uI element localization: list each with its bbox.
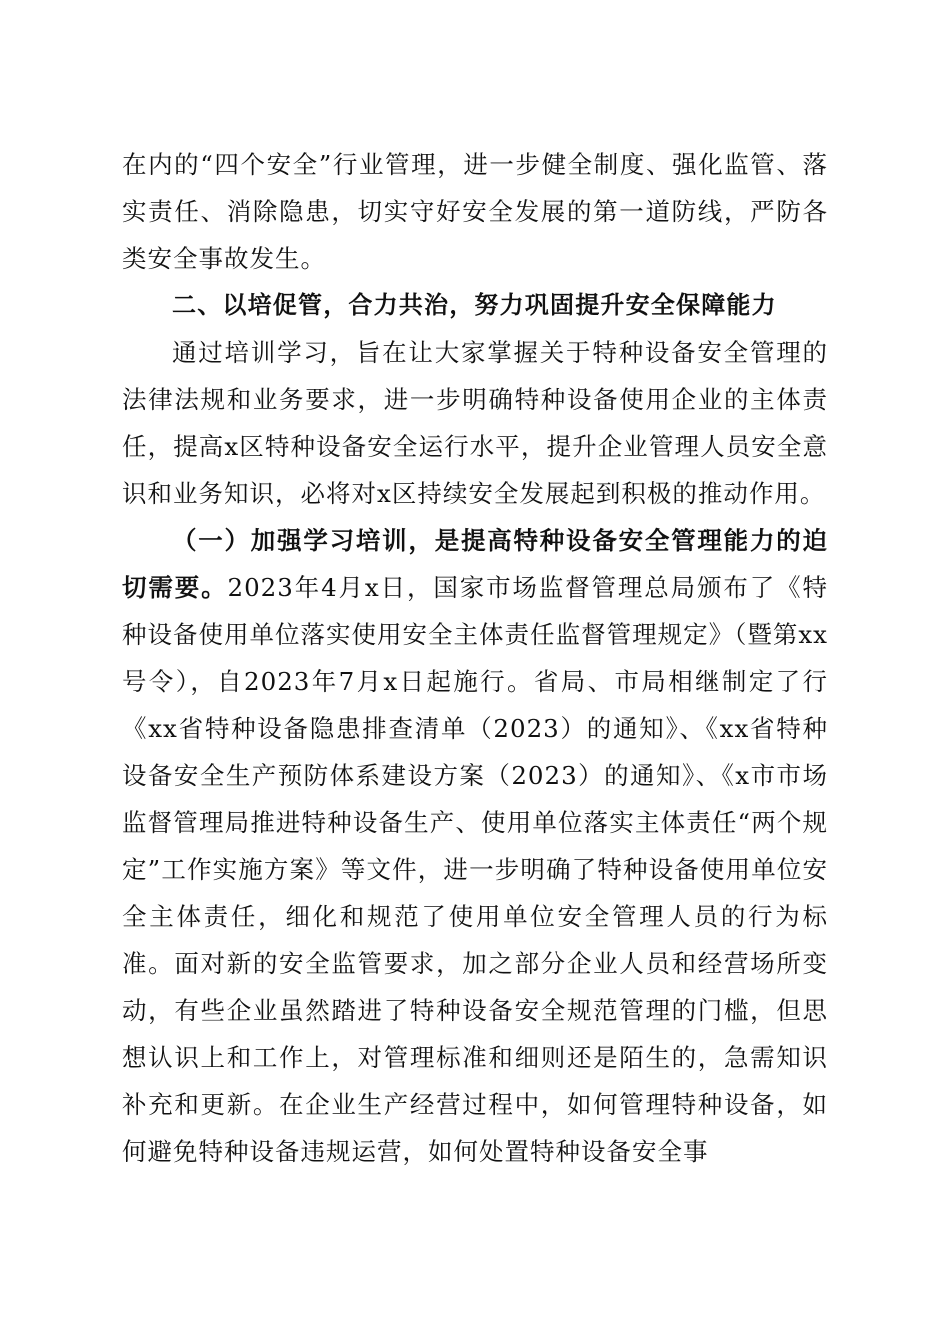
paragraph-continuation: 在内的“四个安全”行业管理，进一步健全制度、强化监管、落实责任、消除隐患，切实守好安全发展的第一道防线，严防各类安全事故发生。 (122, 150, 828, 273)
subsection-body: 2023年4月x日，国家市场监督管理总局颁布了《特种设备使用单位落实使用安全主体责任监督管理规定》（暨第xx号令），自2023年7月x日起施行。省局、市局相继制定了行《xx省特种设备隐患排查清单（2023）的通知》、《xx省特种设备安全生产预防体系建设方案（2023）的通知》、《x市市场监督管理局推进特种设备生产、使用单位落实主体责任“两个规定”工作实施方案》等文件，进一步明确了特种设备使用单位安全主体责任，细化和规范了使用单位安全管理人员的行为标准。面对新的安全监管要求，加之部分企业人员和经营场所变动，有些企业虽然踏进了特种设备安全规范管理的门槛，但思想认识上和工作上，对管理标准和细则还是陌生的，急需知识补充和更新。在企业生产经营过程中，如何管理特种设备，如何避免特种设备违规运营，如何处置特种设备安全事 (122, 573, 828, 1166)
paragraph-intro: 通过培训学习，旨在让大家掌握关于特种设备安全管理的法律法规和业务要求，进一步明确特种设备使用企业的主体责任，提高x区特种设备安全运行水平，提升企业管理人员安全意识和业务知识，必将对x区持续安全发展起到积极的推动作用。 (122, 338, 828, 508)
section-heading: 二、以培促管，合力共治，努力巩固提升安全保障能力 (172, 291, 777, 319)
document-body (122, 141, 828, 1175)
paragraph-subsection-1 (122, 517, 828, 1175)
subsection-lead: （一）加强学习培训，是提高特种设备安全管理能力的迫切需要。 (122, 526, 828, 602)
